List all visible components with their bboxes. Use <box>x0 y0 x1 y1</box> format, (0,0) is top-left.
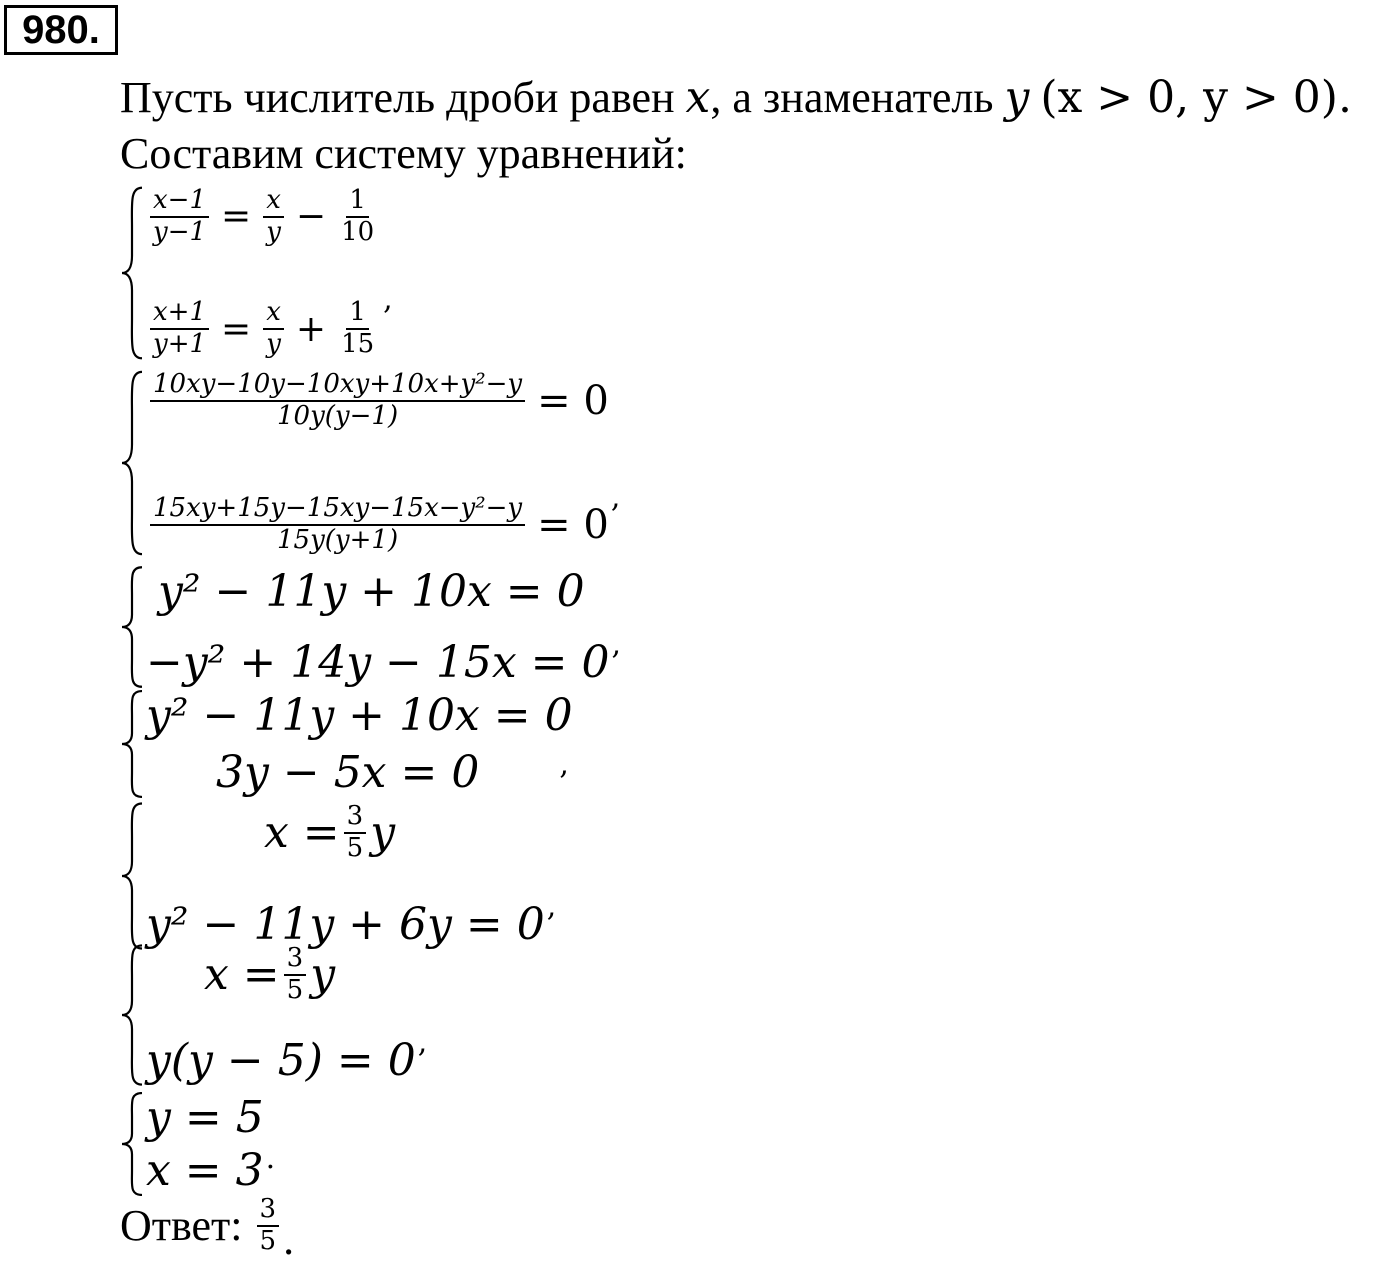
intro-var-y: y <box>1004 72 1030 123</box>
brace-icon <box>120 1092 146 1196</box>
system-3-eq-2: −y² + 14y − 15x = 0 , <box>146 627 622 688</box>
system-7-eq-2: x = 3 . <box>146 1141 276 1196</box>
system-3-comma: , <box>611 627 622 662</box>
system-5-eq-1: x = $\frac{3}{5}$ y <box>264 801 396 863</box>
brace-icon <box>120 566 146 688</box>
brace-icon <box>120 186 146 360</box>
system-2-comma: , <box>610 479 621 515</box>
system-2 <box>120 370 620 556</box>
intro-line-1 <box>120 72 1352 124</box>
brace-icon <box>120 690 146 798</box>
system-7-period: . <box>265 1141 276 1176</box>
answer-fraction: $\frac{3}{5}$ <box>257 1195 280 1257</box>
intro-line-2: Составим систему уравнений: <box>120 129 687 178</box>
brace-icon <box>120 944 146 1086</box>
intro-text-b: , а знаменатель <box>710 73 1005 122</box>
system-6-eq-2: y(y − 5) = 0 , <box>146 1025 428 1086</box>
answer <box>120 1194 295 1265</box>
brace-icon <box>120 370 146 556</box>
system-3 <box>120 566 621 688</box>
system-1-eq-1: $\frac{x-1}{y-1}$ = $\frac{x}{y}$ − $\frac{1}{10}$ <box>146 186 393 248</box>
system-3-eq-1: y² − 11y + 10x = 0 <box>158 566 585 617</box>
system-4-eq-1: y² − 11y + 10x = 0 <box>146 690 573 741</box>
intro-condition: (x > 0, y > 0). <box>1040 72 1352 123</box>
system-7 <box>120 1092 275 1196</box>
intro-var-x: x <box>685 72 711 123</box>
intro-text-a: Пусть числитель дроби равен <box>120 73 686 122</box>
system-1-comma: , <box>383 281 393 317</box>
problem-number: 980. <box>4 5 118 55</box>
system-2-eq-2: $\frac{\text{15xy+15y−15xy−15x−y²−y}}{15y(y+1)}$ = 0 , <box>146 494 620 556</box>
system-4 <box>120 690 573 798</box>
brace-icon <box>120 802 146 950</box>
answer-period: . <box>283 1215 295 1265</box>
system-2-eq-1: $\frac{\text{10xy−10y−10xy+10x+y²−y}}{10y(y-1)}$ = 0 <box>146 370 620 432</box>
system-6 <box>120 944 427 1086</box>
system-5-eq-2: y² − 11y + 6y = 0 , <box>146 889 557 950</box>
system-5 <box>120 802 556 950</box>
system-1-eq-2: $\frac{x+1}{y+1}$ = $\frac{x}{y}$ + $\frac{1}{15}$ , <box>146 298 393 360</box>
system-5-comma: , <box>546 889 557 924</box>
system-6-eq-1: x = $\frac{3}{5}$ y <box>204 943 336 1005</box>
answer-label: Ответ: <box>120 1201 243 1251</box>
system-6-comma: , <box>417 1025 428 1060</box>
system-4-comma: , <box>559 747 569 782</box>
system-7-eq-1: y = 5 <box>146 1092 264 1143</box>
system-1 <box>120 186 393 360</box>
system-4-eq-2: 3y − 5x = 0 , <box>216 747 569 798</box>
